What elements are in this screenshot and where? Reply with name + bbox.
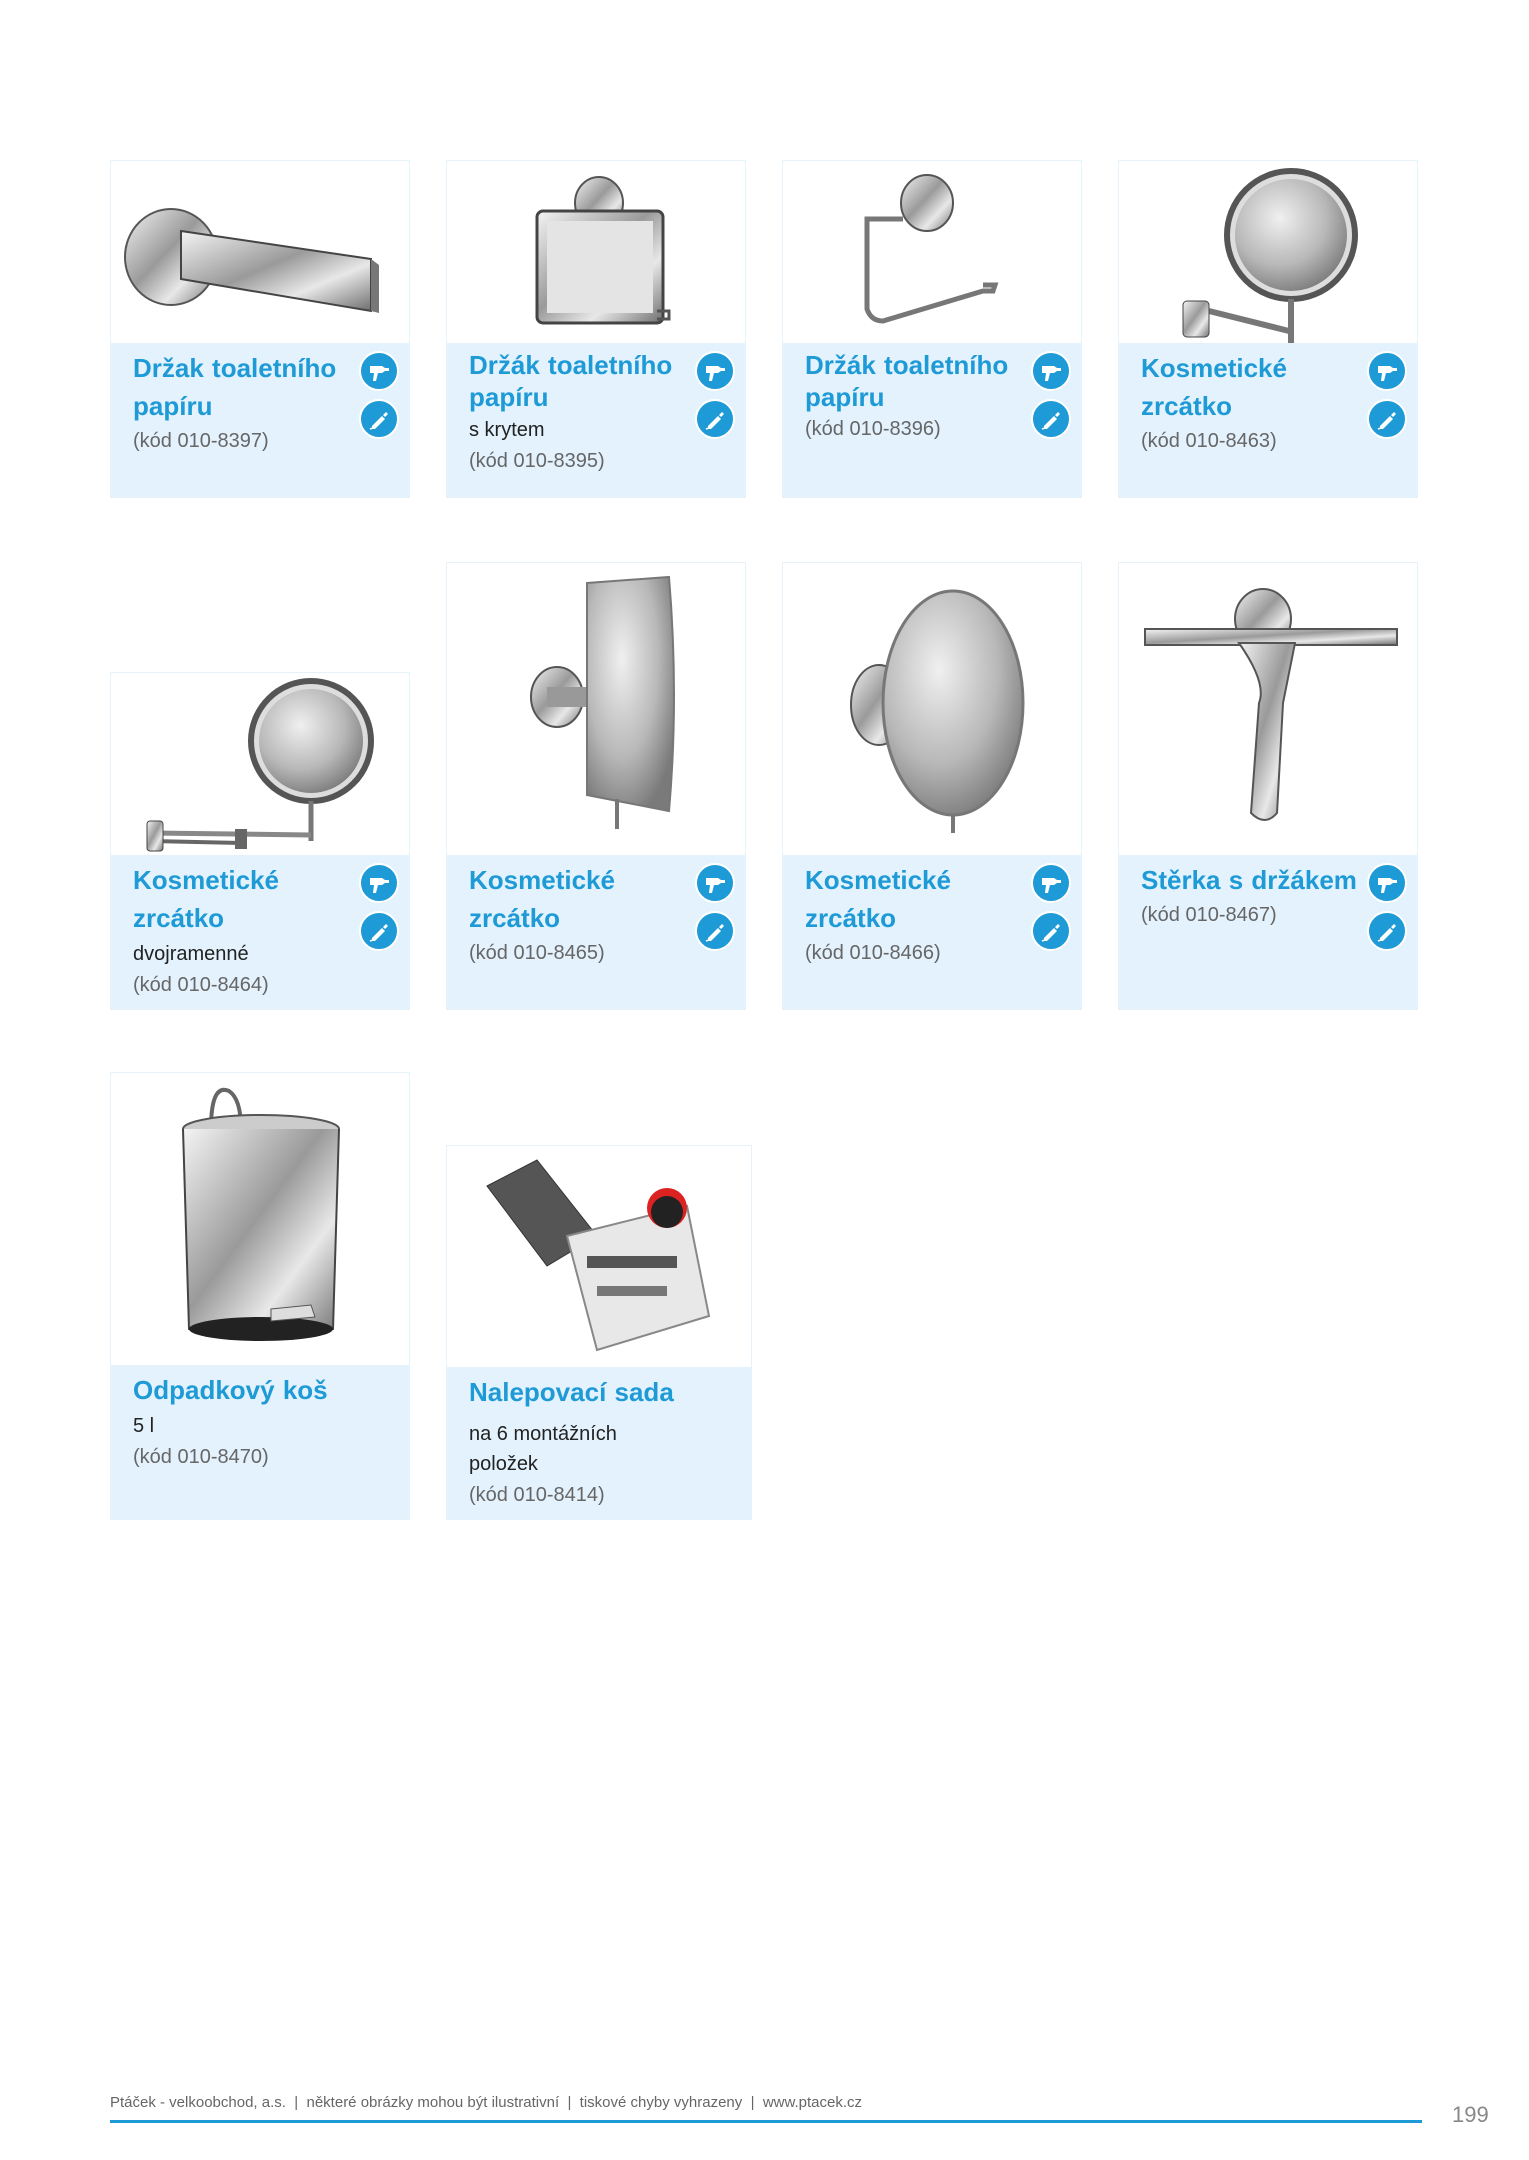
drill-icon xyxy=(1367,351,1407,391)
glue-icon xyxy=(695,399,735,439)
product-code: (kód 010-8395) xyxy=(469,450,605,472)
product-info xyxy=(447,855,745,1009)
product-title: Kosmetické zrcátko xyxy=(805,865,951,933)
product-code: (kód 010-8463) xyxy=(1141,430,1277,452)
glue-icon xyxy=(1031,399,1071,439)
drill-icon xyxy=(1031,863,1071,903)
drill-icon xyxy=(695,351,735,391)
product-image xyxy=(447,1146,751,1367)
product-title: Držák toaletního papíru xyxy=(805,350,1009,412)
product-image xyxy=(783,563,1081,857)
product-code: (kód 010-8465) xyxy=(469,942,605,964)
product-card[interactable] xyxy=(446,562,746,1010)
drill-icon xyxy=(1031,351,1071,391)
drill-icon xyxy=(695,863,735,903)
product-info xyxy=(447,343,745,497)
drill-icon xyxy=(1367,863,1407,903)
product-image xyxy=(111,161,409,345)
product-title: Stěrka s držákem xyxy=(1141,865,1357,895)
product-image xyxy=(111,673,409,857)
product-code: (kód 010-8467) xyxy=(1141,904,1277,926)
product-code: (kód 010-8466) xyxy=(805,942,941,964)
product-info xyxy=(447,1367,751,1519)
product-info xyxy=(111,343,409,497)
product-title: Kosmetické zrcátko xyxy=(1141,353,1287,421)
glue-icon xyxy=(1367,911,1407,951)
glue-icon xyxy=(359,911,399,951)
glue-icon xyxy=(1031,911,1071,951)
product-card[interactable] xyxy=(446,1145,752,1520)
product-variant: 5 l xyxy=(133,1415,155,1437)
product-info xyxy=(111,1365,409,1519)
product-info xyxy=(1119,855,1417,1009)
product-card[interactable] xyxy=(110,160,410,498)
product-variant: na 6 montážních položek xyxy=(469,1423,617,1475)
product-image xyxy=(111,1073,409,1367)
product-card[interactable] xyxy=(110,1072,410,1520)
glue-icon xyxy=(1367,399,1407,439)
footer-text: Ptáček - velkoobchod, a.s. | některé obrázky mohou být ilustrativní | tiskové chyby vyhrazeny | www.ptacek.cz xyxy=(110,2094,863,2111)
product-card[interactable] xyxy=(1118,562,1418,1010)
product-info xyxy=(1119,343,1417,497)
product-title: Držák toaletního papíru xyxy=(469,350,673,412)
product-card[interactable] xyxy=(782,562,1082,1010)
product-variant: dvojramenné xyxy=(133,943,249,965)
product-image xyxy=(447,161,745,345)
product-image xyxy=(783,161,1081,345)
glue-icon xyxy=(359,399,399,439)
product-card[interactable] xyxy=(782,160,1082,498)
product-code: (kód 010-8397) xyxy=(133,430,269,452)
product-info xyxy=(783,343,1081,497)
glue-icon xyxy=(695,911,735,951)
product-info xyxy=(111,855,409,1009)
drill-icon xyxy=(359,863,399,903)
product-image xyxy=(447,563,745,857)
product-image xyxy=(1119,161,1417,345)
product-card[interactable] xyxy=(110,672,410,1010)
product-code: (kód 010-8414) xyxy=(469,1484,605,1506)
product-title: Nalepovací sada xyxy=(469,1377,674,1407)
drill-icon xyxy=(359,351,399,391)
page-number: 199 xyxy=(1452,2102,1489,2127)
product-variant: s krytem xyxy=(469,419,545,441)
product-code: (kód 010-8464) xyxy=(133,974,269,996)
product-card[interactable] xyxy=(446,160,746,498)
product-card[interactable] xyxy=(1118,160,1418,498)
product-title: Kosmetické zrcátko xyxy=(133,865,279,933)
product-code: (kód 010-8470) xyxy=(133,1446,269,1468)
product-title: Odpadkový koš xyxy=(133,1375,328,1405)
product-code: (kód 010-8396) xyxy=(805,418,941,440)
product-info xyxy=(783,855,1081,1009)
product-title: Kosmetické zrcátko xyxy=(469,865,615,933)
footer-divider xyxy=(110,2120,1422,2123)
product-title: Držak toaletního papíru xyxy=(133,353,337,421)
product-image xyxy=(1119,563,1417,857)
